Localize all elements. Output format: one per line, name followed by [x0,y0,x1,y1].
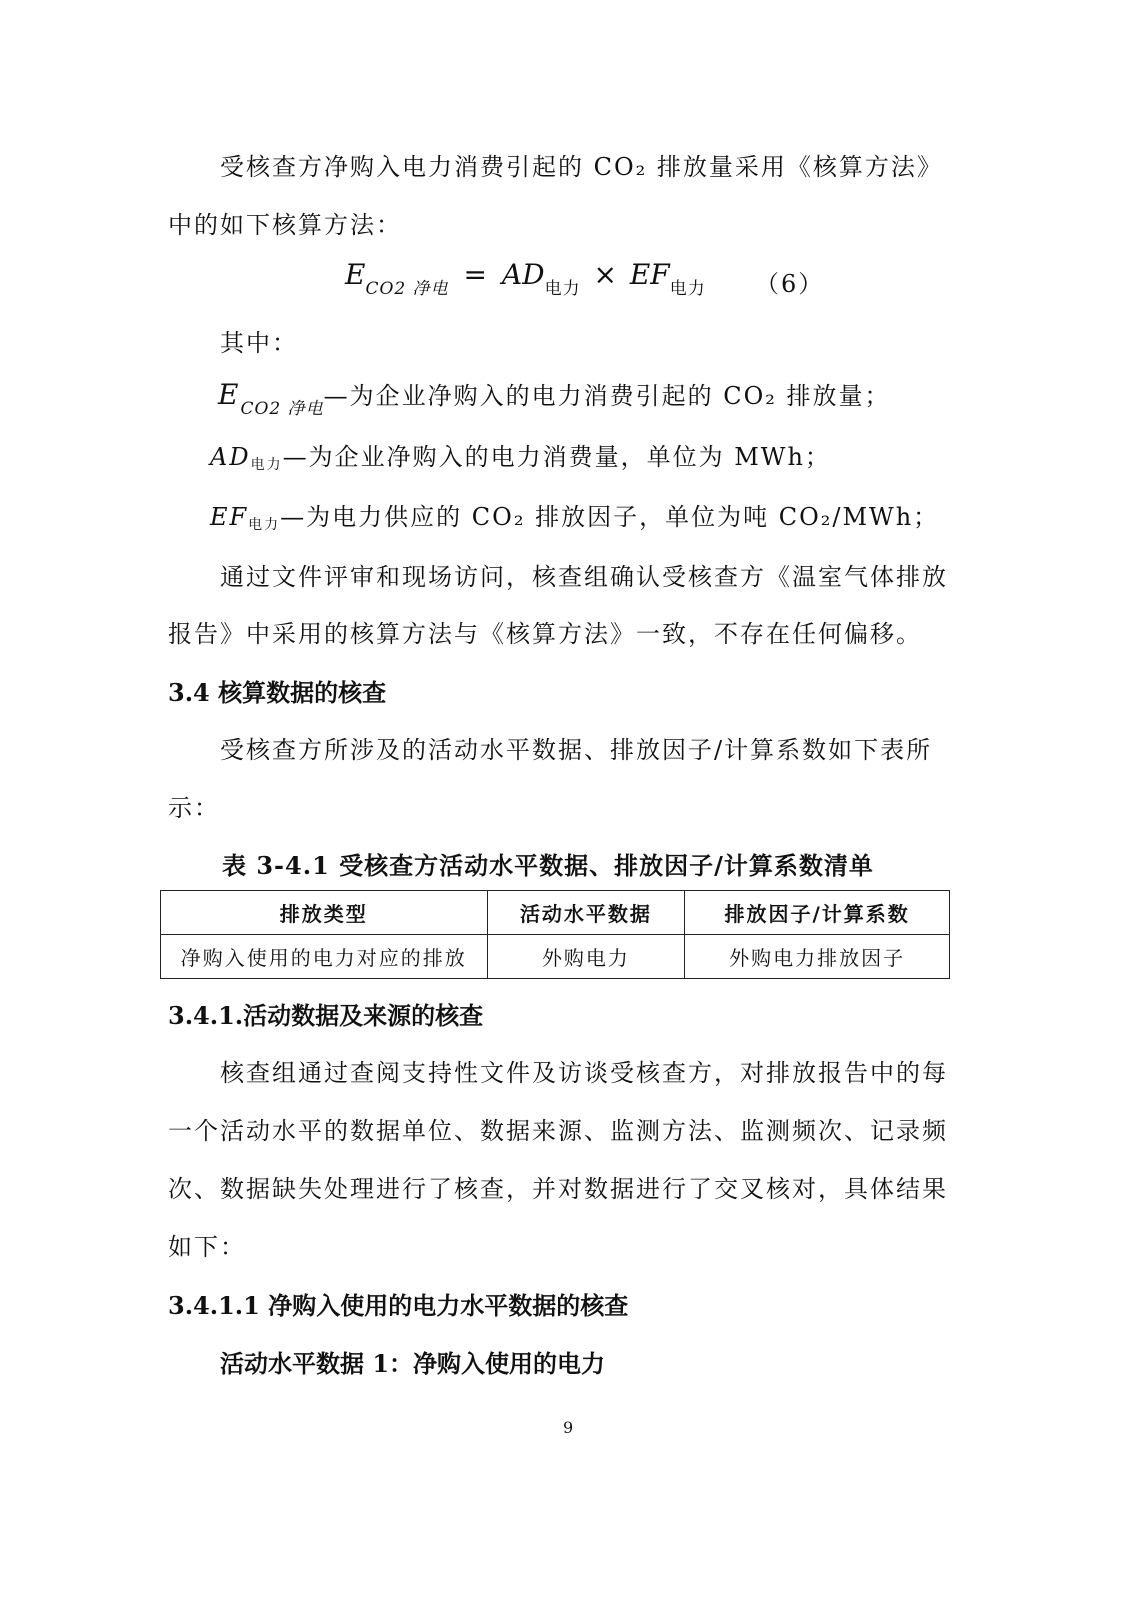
section-heading-3-4: 3.4 核算数据的核查 [168,678,387,707]
conclusion-line-1: 通过文件评审和现场访问，核查组确认受核查方《温室气体排放 [220,563,948,591]
section-3-4-1-line-4: 如下： [168,1233,246,1261]
definition-e-sub: CO2 净电 [240,399,324,419]
table-cell: 净购入使用的电力对应的排放 [161,935,488,979]
definition-ef-symbol: EF [210,503,249,531]
definition-ef-text: —为电力供应的 CO₂ 排放因子，单位为吨 CO₂/MWh； [280,503,940,531]
formula-equals: = [463,258,487,291]
formula-6 [345,258,706,299]
table-row [161,935,950,979]
formula-lhs: E [345,258,366,291]
formula-number: （6） [755,270,825,298]
data-table [160,890,950,979]
definition-e [218,376,891,419]
definition-ad-sub: 电力 [250,457,283,473]
section-heading-3-4-1-1: 3.4.1.1 净购入使用的电力水平数据的核查 [168,1291,629,1320]
formula-ef: EF [629,258,670,291]
activity-data-title: 活动水平数据 1：净购入使用的电力 [220,1349,606,1378]
table-header-cell: 排放因子/计算系数 [685,891,950,935]
section-3-4-line-2: 示： [168,794,220,822]
definition-ef-sub: 电力 [248,517,281,533]
formula-ad: AD [501,258,545,291]
definition-e-symbol: E [218,378,241,411]
section-3-4-1-line-3: 次、数据缺失处理进行了核查，并对数据进行了交叉核对，具体结果 [168,1175,948,1203]
formula-ef-sub: 电力 [669,279,706,299]
formula-times: × [593,258,617,291]
formula-ad-sub: 电力 [544,279,581,299]
intro-line-2: 中的如下核算方法： [168,211,402,239]
formula-lhs-sub: CO2 净电 [365,279,449,299]
section-3-4-1-line-1: 核查组通过查阅支持性文件及访谈受核查方，对排放报告中的每 [220,1059,948,1087]
definition-ad-text: —为企业净购入的电力消费量，单位为 MWh； [282,443,831,471]
table-cell: 外购电力 [487,935,685,979]
intro-line-1: 受核查方净购入电力消费引起的 CO₂ 排放量采用《核算方法》 [220,153,943,181]
section-3-4-1-line-2: 一个活动水平的数据单位、数据来源、监测方法、监测频次、记录频 [168,1117,948,1145]
page-number: 9 [563,1418,574,1437]
table-header-cell: 排放类型 [161,891,488,935]
conclusion-line-2: 报告》中采用的核算方法与《核算方法》一致，不存在任何偏移。 [168,620,922,648]
where-label: 其中： [220,329,298,357]
definition-ef [210,497,939,532]
section-3-4-line-1: 受核查方所涉及的活动水平数据、排放因子/计算系数如下表所 [220,736,933,764]
section-heading-3-4-1: 3.4.1.活动数据及来源的核查 [168,1001,484,1030]
table-caption: 表 3-4.1 受核查方活动水平数据、排放因子/计算系数清单 [222,851,874,880]
definition-ad-symbol: AD [210,443,251,471]
table-header-row [161,891,950,935]
definition-e-text: —为企业净购入的电力消费引起的 CO₂ 排放量； [323,382,891,410]
table-header-cell: 活动水平数据 [487,891,685,935]
table-cell: 外购电力排放因子 [685,935,950,979]
definition-ad [210,437,831,472]
